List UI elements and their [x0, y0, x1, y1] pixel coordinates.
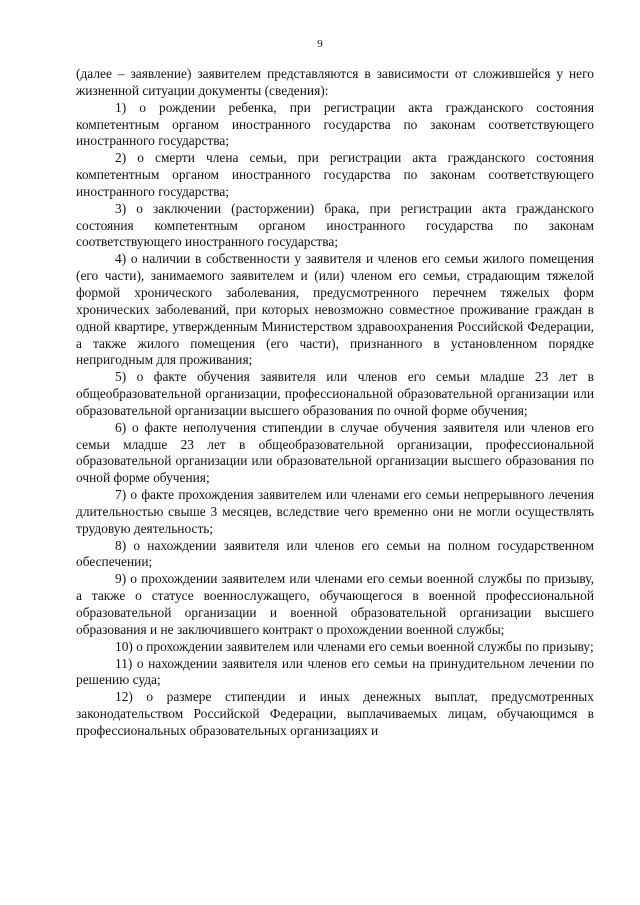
list-item-12: 12) о размере стипендии и иных денежных выплат, предусмотренных законодательством Российской Федерации, выплачиваемых лицам, обучающимся в профессиональных образовательных организациях и — [76, 689, 594, 738]
list-item-5: 5) о факте обучения заявителя или членов его семьи младше 23 лет в общеобразовательной организации, профессиональной образовательной организации или образовательной организации высшего образования по очной форме обучения; — [76, 369, 594, 418]
paragraph-intro: (далее – заявление) заявителем представляются в зависимости от сложившейся у него жизненной ситуации документы (сведения): — [76, 66, 594, 98]
list-item-2: 2) о смерти члена семьи, при регистрации акта гражданского состояния компетентным органом иностранного государства по законам соответствующего иностранного государства; — [76, 150, 594, 199]
document-body — [76, 66, 594, 740]
list-item-6: 6) о факте неполучения стипендии в случае обучения заявителя или членов его семьи младше 23 лет в общеобразовательной организации, профессиональной образовательной организации или образовательной организации высшего образования по очной форме обучения; — [76, 419, 594, 486]
list-item-9: 9) о прохождении заявителем или членами его семьи военной службы по призыву, а также о статусе военнослужащего, обучающегося в военной профессиональной образовательной организации и военной образовательной организации высшего образования и не заключившего контракт о прохождении военной службы; — [76, 571, 594, 637]
list-item-8: 8) о нахождении заявителя или членов его семьи на полном государственном обеспечении; — [76, 537, 594, 570]
page-number: 9 — [317, 38, 323, 50]
list-item-10: 10) о прохождении заявителем или членами его семьи военной службы по призыву; — [115, 638, 594, 654]
list-item-7: 7) о факте прохождения заявителем или членами его семьи непрерывного лечения длительностью свыше 3 месяцев, вследствие чего временно они не могли осуществлять трудовую деятельность; — [76, 487, 594, 536]
list-item-4: 4) о наличии в собственности у заявителя и членов его семьи жилого помещения (его части), занимаемого заявителем и (или) членом его семьи, страдающим тяжелой формой хронического заболевания, предусмотренного перечнем тяжелых форм хронических заболеваний, при которых невозможно совместное проживание граждан в одной квартире, утвержденным Министерством здравоохранения Российской Федерации, а также жилого помещения (его части), признанного в установленном порядке непригодным для проживания; — [76, 251, 594, 368]
list-item-1: 1) о рождении ребенка, при регистрации акта гражданского состояния компетентным органом иностранного государства по законам соответствующего иностранного государства; — [76, 99, 594, 149]
list-item-3: 3) о заключении (расторжении) брака, при регистрации акта гражданского состояния компетентным органом иностранного государства по законам соответствующего иностранного государства; — [76, 200, 594, 250]
list-item-11: 11) о нахождении заявителя или членов его семьи на принудительном лечении по решению суда; — [76, 655, 594, 688]
